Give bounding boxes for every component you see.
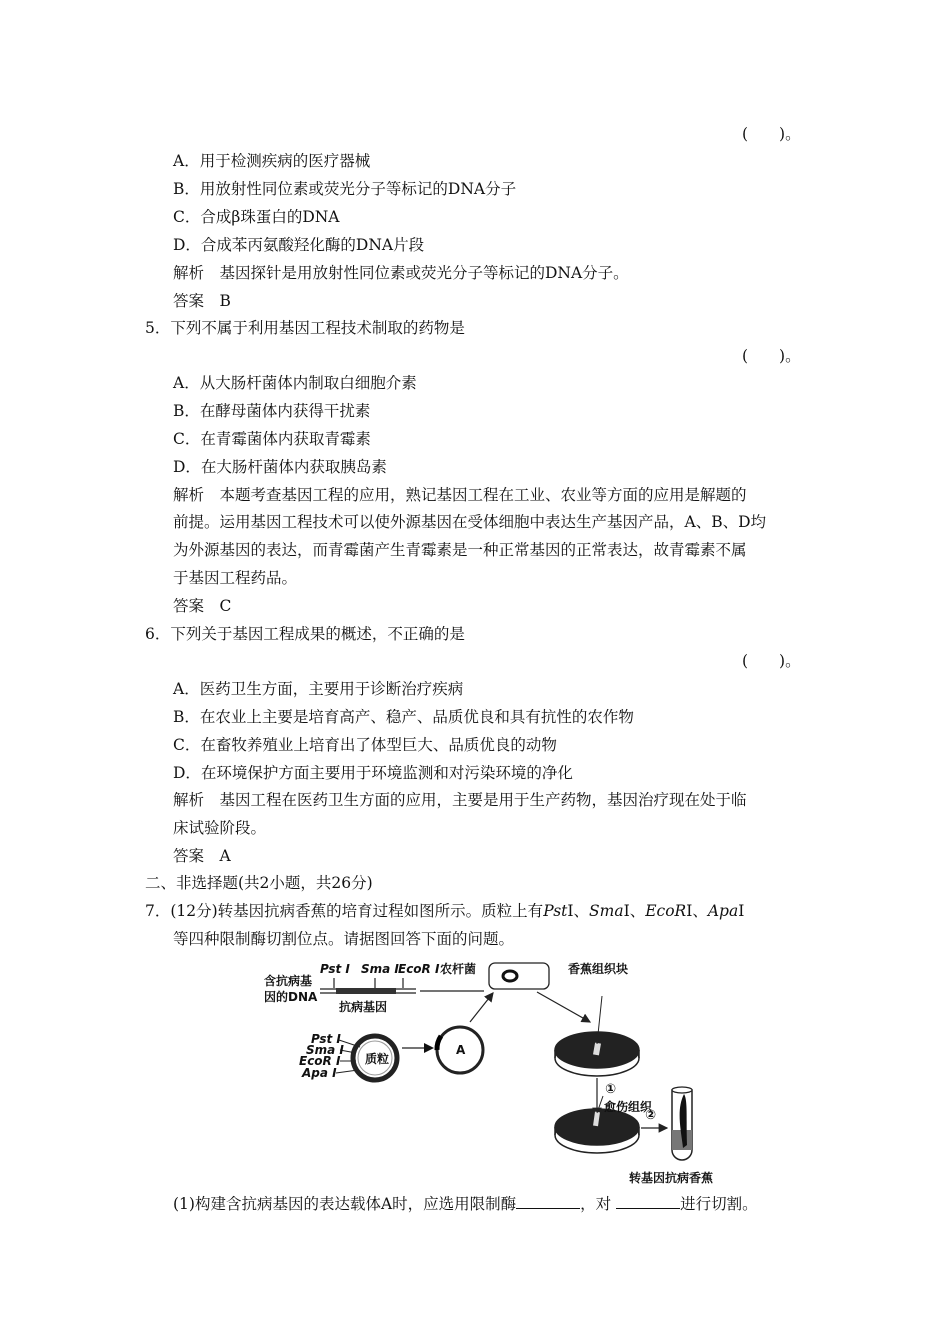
enzyme-apa: Apa xyxy=(707,902,739,920)
q6-answer: 答案 A xyxy=(173,847,231,865)
q7-stem-line2: 等四种限制酶切割位点。请据图回答下面的问题。 xyxy=(173,930,515,948)
q6-option-c: C．在畜牧养殖业上培育出了体型巨大、品质优良的动物 xyxy=(173,736,557,754)
q6-stem: 6．下列关于基因工程成果的概述，不正确的是 xyxy=(145,625,465,643)
dna-label-line2: 因的DNA xyxy=(264,990,318,1004)
q4-answer-paren: ( )。 xyxy=(742,125,801,143)
site-pst-label: Pst Ⅰ xyxy=(320,962,350,976)
enzyme-sep: Ⅰ、 xyxy=(686,902,708,920)
q7-stem-text: 7．(12分)转基因抗病香蕉的培育过程如图所示。质粒上有 xyxy=(145,902,544,920)
q5-option-b: B．在酵母菌体内获得干扰素 xyxy=(173,402,371,420)
q5-analysis-line2: 前提。运用基因工程技术可以使外源基因在受体细胞中表达生产基因产品，A、B、D均 xyxy=(173,513,767,531)
agrobacterium-cell xyxy=(489,963,549,989)
q7-sub1-text-b: ，对 xyxy=(580,1195,612,1213)
q5-option-a: A．从大肠杆菌体内制取白细胞介素 xyxy=(173,374,417,392)
plasmid-site-apa: Apa Ⅰ xyxy=(302,1066,337,1080)
step-1-label: ① xyxy=(605,1082,617,1097)
step-2-label: ② xyxy=(645,1108,657,1123)
q5-stem: 5．下列不属于利用基因工程技术制取的药物是 xyxy=(145,319,465,337)
enzyme-sep: Ⅰ xyxy=(738,902,745,920)
site-ecor-label: EcoR Ⅰ xyxy=(398,962,440,976)
enzyme-pst: Pst xyxy=(543,902,568,920)
plasmid-site-pst: Pst Ⅰ xyxy=(311,1032,341,1046)
plasmid-label: 质粒 xyxy=(365,1052,390,1066)
q4-option-c: C．合成β珠蛋白的DNA xyxy=(173,208,340,226)
enzyme-ecor: EcoR xyxy=(645,902,687,920)
q4-option-a: A．用于检测疾病的医疗器械 xyxy=(173,152,371,170)
q4-option-d: D．合成苯丙氨酸羟化酶的DNA片段 xyxy=(173,236,425,254)
enzyme-sep: Ⅰ、 xyxy=(567,902,590,920)
q4-option-b: B．用放射性同位素或荧光分子等标记的DNA分子 xyxy=(173,180,517,198)
callus-label: 愈伤组织 xyxy=(604,1100,653,1114)
q5-analysis-line1: 解析 本题考查基因工程的应用，熟记基因工程在工业、农业等方面的应用是解题的 xyxy=(173,486,747,504)
answer-blank-2[interactable] xyxy=(616,1194,680,1209)
enzyme-sep: Ⅰ、 xyxy=(623,902,646,920)
q4-answer: 答案 B xyxy=(173,292,231,310)
q6-option-a: A．医药卫生方面，主要用于诊断治疗疾病 xyxy=(173,680,464,698)
q5-option-c: C．在青霉菌体内获取青霉素 xyxy=(173,430,371,448)
section-heading: 二、非选择题(共2小题，共26分) xyxy=(145,874,373,892)
answer-blank-1[interactable] xyxy=(516,1194,580,1209)
resistance-gene-segment xyxy=(336,988,396,994)
q7-sub1-text-c: 进行切割。 xyxy=(680,1195,758,1213)
q7-sub1-text-a: (1)构建含抗病基因的表达载体A时，应选用限制酶 xyxy=(173,1195,517,1213)
q5-analysis-line3: 为外源基因的表达，而青霉菌产生青霉素是一种正常基因的正常表达，故青霉素不属 xyxy=(173,541,747,559)
q5-option-d: D．在大肠杆菌体内获取胰岛素 xyxy=(173,458,387,476)
q4-analysis: 解析 基因探针是用放射性同位素或荧光分子等标记的DNA分子。 xyxy=(173,264,629,282)
q6-analysis-line1: 解析 基因工程在医药卫生方面的应用，主要是用于生产药物，基因治疗现在处于临 xyxy=(173,791,747,809)
q6-option-b: B．在农业上主要是培育高产、稳产、品质优良和具有抗性的农作物 xyxy=(173,708,634,726)
dna-label-line1: 含抗病基 xyxy=(264,974,313,988)
site-sma-label: Sma Ⅰ xyxy=(361,962,399,976)
vector-a-label: A xyxy=(456,1043,466,1057)
q6-analysis-line2: 床试验阶段。 xyxy=(173,819,267,837)
plasmid-site-ecor: EcoR Ⅰ xyxy=(299,1054,341,1068)
gene-label: 抗病基因 xyxy=(339,1000,388,1014)
q6-option-d: D．在环境保护方面主要用于环境监测和对污染环境的净化 xyxy=(173,764,573,782)
banana-tissue-label: 香蕉组织块 xyxy=(568,962,629,976)
plasmid-site-sma: Sma Ⅰ xyxy=(306,1043,344,1057)
q5-answer-paren: ( )。 xyxy=(742,347,801,365)
result-label: 转基因抗病香蕉 xyxy=(629,1171,714,1185)
q6-answer-paren: ( )。 xyxy=(742,652,801,670)
q5-answer: 答案 C xyxy=(173,597,232,615)
enzyme-sma: Sma xyxy=(589,902,624,920)
q7-sub1 xyxy=(173,1194,758,1214)
q5-analysis-line4: 于基因工程药品。 xyxy=(173,569,298,587)
agrobacterium-label: 农杆菌 xyxy=(440,962,477,976)
